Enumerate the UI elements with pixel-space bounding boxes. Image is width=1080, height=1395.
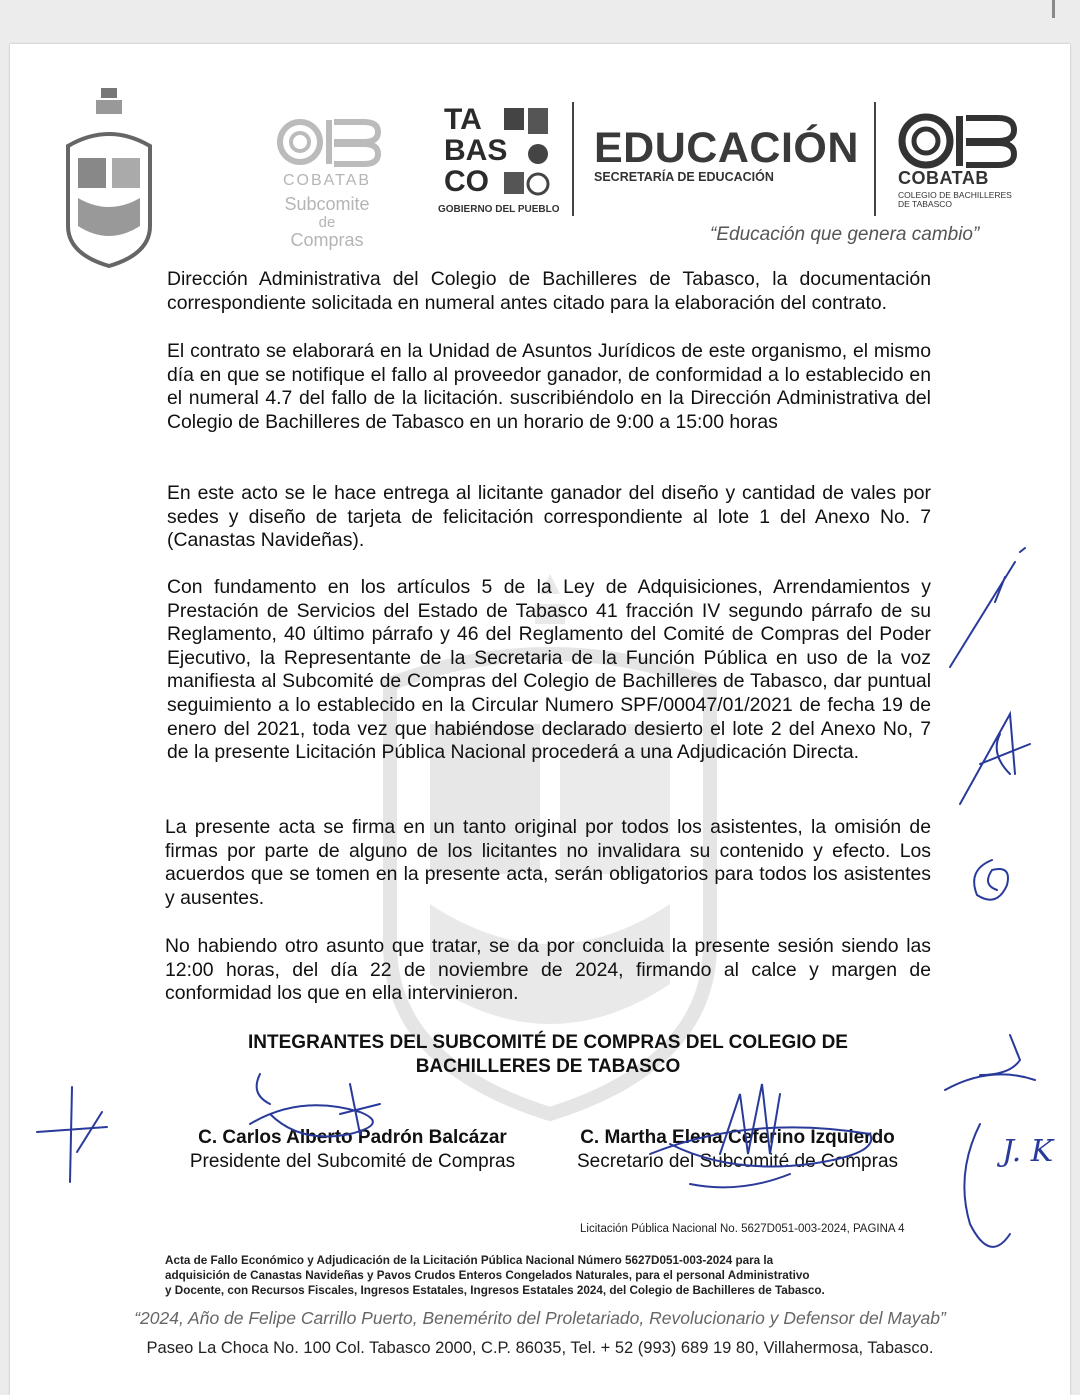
cobatab-name: COBATAB xyxy=(898,168,989,188)
margin-initial-2 xyxy=(950,704,1040,814)
cobatab-fullname xyxy=(898,191,1012,209)
page-reference: Licitación Pública Nacional No. 5627D051-003-2024, PAGINA 4 xyxy=(580,1223,905,1235)
cobatab-logo xyxy=(894,108,1018,174)
paragraph-5: La presente acta se firma en un tanto original por todos los asistentes, la omisión de firmas por parte de alguno de los licitantes no invalidara su contenido y efecto. Los acuerdos que se tomen en la presente acta, serán obligatorios para todos los asistentes y ausentes. xyxy=(165,816,931,909)
tabasco-shield-logo xyxy=(60,86,158,272)
year-motto: “2024, Año de Felipe Carrillo Puerto, Benemérito del Proletariado, Revolucionario y Defensor del Mayab” xyxy=(134,1308,946,1328)
left-signatory-role: Presidente del Subcomité de Compras xyxy=(189,1151,516,1172)
educacion-title: EDUCACIÓN xyxy=(594,124,859,172)
educacion-subtitle: SECRETARÍA DE EDUCACIÓN xyxy=(594,170,774,184)
acta-line-3: y Docente, con Recursos Fiscales, Ingresos Estatales, Ingresos Estatales 2024, del Colegio de Bachilleres de Tabasco. xyxy=(165,1284,825,1297)
paragraph-2: El contrato se elaborará en la Unidad de Asuntos Jurídicos de este organismo, el mismo día en que se notifique el fallo al proveedor ganador, de conformidad a lo establecido en el numeral 4.7 del fallo de la licitación. suscribiéndolo en la Dirección Administrativa del Colegio de Bachilleres de Tabasco en un horario de 9:00 a 15:00 horas xyxy=(167,340,931,433)
cobatab-fullname-line2: DE TABASCO xyxy=(898,199,953,209)
tabasco-line-2: BAS xyxy=(444,134,508,167)
tabasco-glyph-icons xyxy=(502,106,550,200)
acta-description xyxy=(165,1253,935,1298)
right-handwritten-signature xyxy=(630,1054,890,1194)
slogan: “Educación que genera cambio” xyxy=(710,224,980,245)
acta-line-2: adquisición de Canastas Navideñas y Pavos Crudos Enteros Congelados Naturales, para el personal Administrativo xyxy=(165,1269,810,1282)
cobatab-subcomite-faded-logo xyxy=(272,110,382,174)
subcomite-faded-label: Subcomite xyxy=(284,194,370,214)
tabasco-logo-text xyxy=(444,104,507,197)
cobatab-faded-name: COBATAB xyxy=(282,172,372,189)
paragraph-1: Dirección Administrativa del Colegio de Bachilleres de Tabasco, la documentación correspondiente solicitada en numeral antes citado para la elaboración del contrato. xyxy=(167,268,931,314)
margin-initial-5-text: J. K xyxy=(1002,1134,1054,1169)
tabasco-line-3: CO xyxy=(444,165,489,198)
header-divider-1 xyxy=(572,102,574,216)
tabasco-line-1: TA xyxy=(444,103,482,136)
scan-edge-mark xyxy=(1052,0,1055,18)
signatories-heading-line2: BACHILLERES DE TABASCO xyxy=(415,1056,681,1077)
margin-initial-4 xyxy=(940,1030,1040,1110)
cobatab-fullname-line1: COLEGIO DE BACHILLERES xyxy=(898,190,1012,200)
acta-line-1: Acta de Fallo Económico y Adjudicación de la Licitación Pública Nacional Número 5627D051-003-2024 para la xyxy=(165,1254,774,1267)
address: Paseo La Choca No. 100 Col. Tabasco 2000, C.P. 86035, Tel. + 52 (993) 689 19 80, Villahermosa, Tabasco. xyxy=(146,1339,934,1357)
paragraph-4: Con fundamento en los artículos 5 de la Ley de Adquisiciones, Arrendamientos y Prestación de Servicios del Estado de Tabasco 41 fracción IV segundo párrafo de su Reglamento, 40 último párrafo y 46 del Reglamento del Comité de Compras del Poder Ejecutivo, la Representante de la Secretaria de la Función Pública en uso de la voz manifiesta al Subcomité de Compras del Colegio de Bachilleres de Tabasco, dar puntual seguimiento a lo establecido en la Circular Numero SPF/00047/01/2021 de fecha 19 de enero del 2021, toda vez que habiéndose declarado desierto el lote 2 del Anexo No, 7 de la presente Licitación Pública Nacional procederá a una Adjudicación Directa. xyxy=(167,576,931,764)
right-signatory-role: Secretario del Subcomité de Compras xyxy=(576,1151,899,1172)
document-page xyxy=(10,44,1070,1395)
left-signatory-name: C. Carlos Alberto Padrón Balcázar xyxy=(198,1127,507,1148)
signatories-heading-line1: INTEGRANTES DEL SUBCOMITÉ DE COMPRAS DEL COLEGIO DE xyxy=(248,1032,848,1053)
tabasco-caption: GOBIERNO DEL PUEBLO xyxy=(438,204,560,215)
subcomite-faded-compras: Compras xyxy=(290,230,364,250)
right-signatory-name: C. Martha Elena Ceferino Izquierdo xyxy=(580,1127,895,1148)
margin-initial-1 xyxy=(940,542,1040,672)
paragraph-6: No habiendo otro asunto que tratar, se da por concluida la presente sesión siendo las 12:00 horas, del día 22 de noviembre de 2024, firmando al calce y margen de conformidad los que en ella intervinieron. xyxy=(165,935,931,1005)
paragraph-3: En este acto se le hace entrega al licitante ganador del diseño y cantidad de vales por sedes y diseño de tarjeta de felicitación correspondiente al lote 1 del Anexo No. 7 (Canastas Navideñas). xyxy=(167,482,931,552)
margin-initial-3 xyxy=(962,850,1022,910)
subcomite-faded-de: de xyxy=(318,214,336,231)
left-handwritten-signature xyxy=(240,1054,420,1144)
margin-initial-left xyxy=(32,1082,112,1192)
header-divider-2 xyxy=(874,102,876,216)
